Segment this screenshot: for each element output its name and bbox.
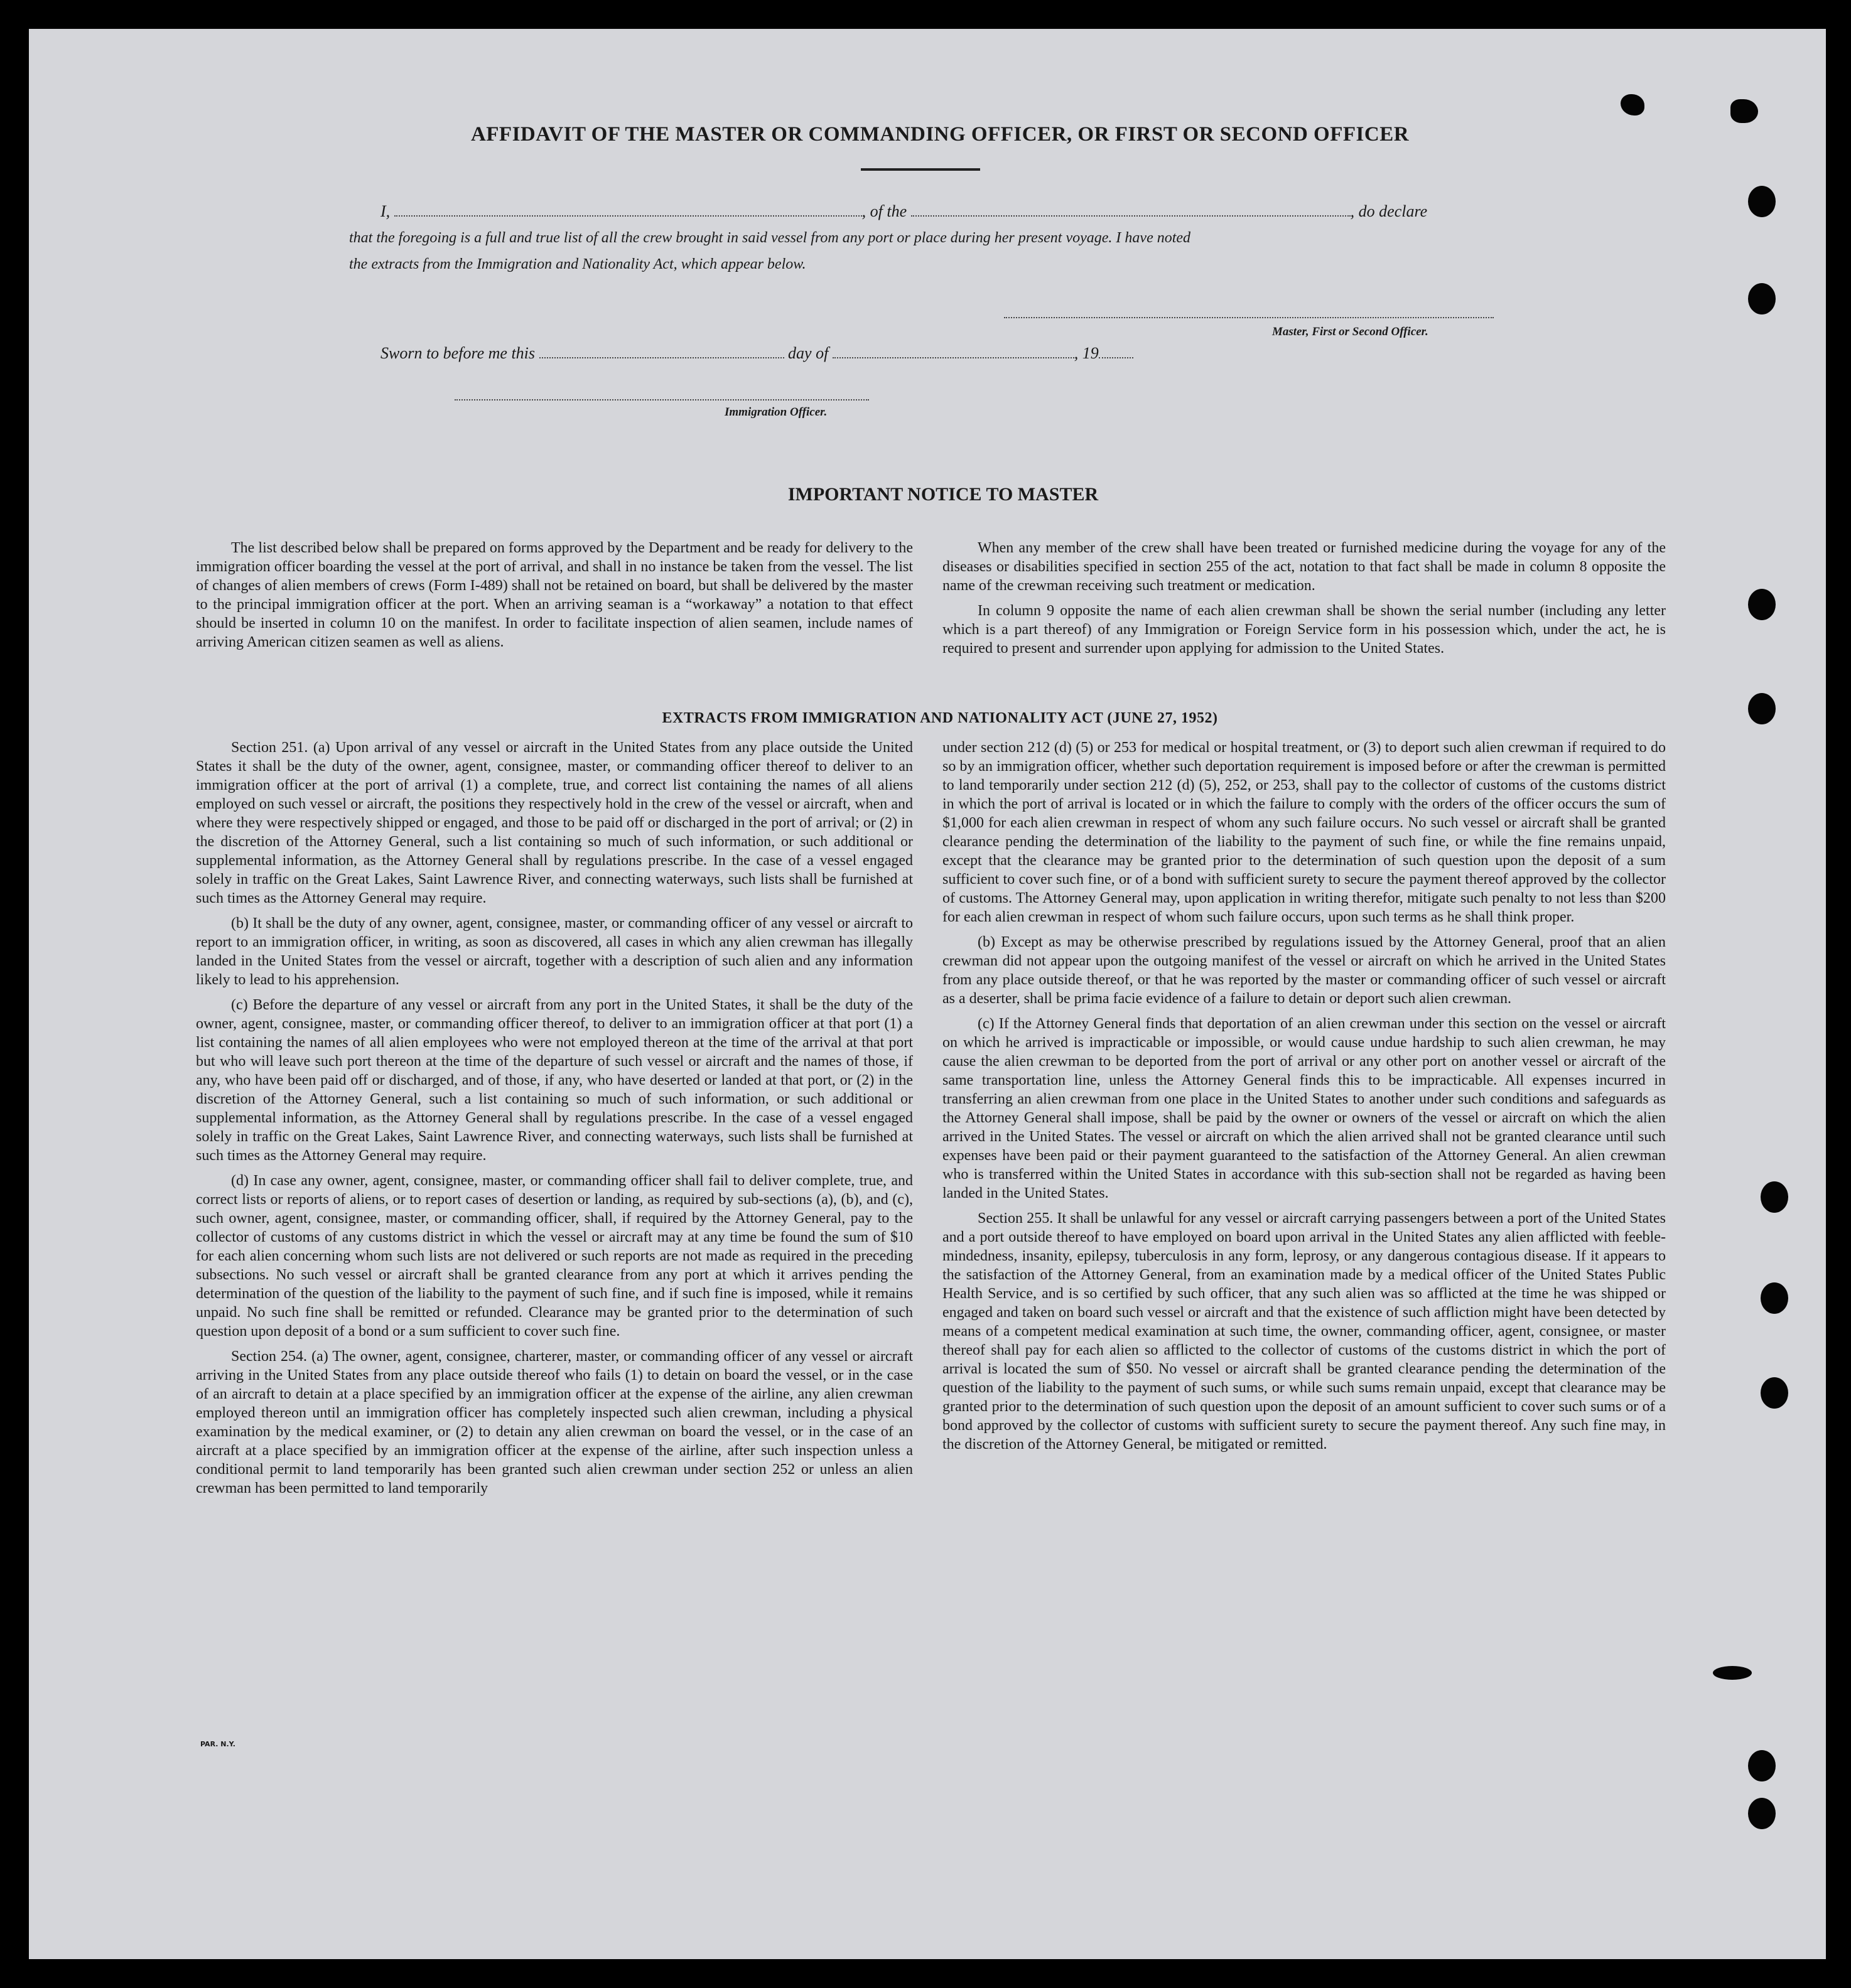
- binder-hole: [1761, 1282, 1788, 1314]
- declaration-line-1: [380, 202, 1427, 221]
- declaration-line-3: the extracts from the Immigration and Nationality Act, which appear below.: [349, 256, 806, 272]
- binder-hole: [1748, 1750, 1776, 1781]
- extracts-left-column: [196, 738, 913, 1504]
- year-label: , 19: [1074, 344, 1099, 362]
- do-declare-label: , do declare: [1350, 202, 1428, 220]
- binder-hole: [1761, 1377, 1788, 1409]
- officer-signature-label: Immigration Officer.: [725, 406, 828, 419]
- binder-hole: [1748, 283, 1776, 314]
- master-signature-label: Master, First or Second Officer.: [1272, 325, 1428, 338]
- day-of-label: day of: [788, 344, 829, 362]
- binder-hole: [1761, 1181, 1788, 1213]
- section-paragraph: Section 251. (a) Upon arrival of any vessel or aircraft in the United States from any place outside the United States it shall be the duty of the owner, agent, consignee, master, or commanding officer thereof to deliver to an immigration officer at the port of arrival (1) a complete, true, and correct list containing the names of all aliens employed on such vessel or aircraft, the positions they respectively hold in the crew of the vessel or aircraft, when and where they were respectively shipped or engaged, and those to be paid off or discharged in the port of arrival; or (2) in the discretion of the Attorney General, such a list containing so much of such information, or such additional or supplemental information, as the Attorney General shall by regulations prescribe. In the case of a vessel engaged solely in traffic on the Great Lakes, Saint Lawrence River, and connecting waterways, such lists shall be furnished at such times as the Attorney General may require.: [196, 739, 913, 906]
- extracts-right-column: [942, 738, 1666, 1460]
- section-paragraph: (c) If the Attorney General finds that deportation of an alien crewman under this section on the vessel or aircraft on which he arrived is impracticable or impossible, or would cause undue hardship to such alien crewman, he may cause the alien crewman to be deported from the port of arrival or any other port on another vessel or aircraft of the same transportation line, unless the Attorney General finds this to be impracticable. All expenses incurred in transferring an alien crewman from one place in the United States to another under such conditions and safeguards as the Attorney General shall impose, shall be paid by the owner or owners of the vessel or aircraft on which the alien arrived in the United States. The vessel or aircraft on which the alien arrived shall not be granted clearance until such expenses have been paid or their payment guaranteed to the satisfaction of the Attorney General. An alien crewman who is transferred within the United States in accordance with this sub-section shall not be regarded as having been landed in the United States.: [942, 1016, 1666, 1201]
- notice-left-column: [196, 539, 913, 658]
- section-paragraph: (b) Except as may be otherwise prescribed by regulations issued by the Attorney General, proof that an alien crewman did not appear upon the outgoing manifest of the vessel or aircraft on which he arrived in the United States from any place outside thereof, or that he was reported by the master or commanding officer of such vessel or aircraft as a deserter, shall be prima facie evidence of a failure to detain or deport such alien crewman.: [942, 934, 1666, 1007]
- affidavit-title: AFFIDAVIT OF THE MASTER OR COMMANDING OFFICER, OR FIRST OR SECOND OFFICER: [470, 123, 1410, 146]
- master-signature-line[interactable]: [1004, 317, 1494, 318]
- officer-signature-line[interactable]: [455, 399, 869, 400]
- section-paragraph: (b) It shall be the duty of any owner, agent, consignee, master, or commanding officer of any vessel or aircraft to report to an immigration officer, in writing, as soon as discovered, all cases in which any alien crewman has illegally landed in the United States from the vessel or aircraft, together with a description of such alien and any information likely to lead to his apprehension.: [196, 915, 913, 988]
- section-paragraph: (c) Before the departure of any vessel or aircraft from any port in the United States, it shall be the duty of the owner, agent, consignee, master, or commanding officer thereof, to deliver to an immigration officer at that port (1) a list containing the names of all alien employees who were not employed thereon at the time of the arrival at that port but who will leave such port thereon at the time of the departure of such vessel or aircraft and the names of those, if any, who have been paid off or discharged, and of those, if any, who have deserted or landed at that port, or (2) in the discretion of the Attorney General, such a list containing so much of such information, or such additional or supplemental information, as the Attorney General shall by regulations prescribe. In the case of a vessel engaged solely in traffic on the Great Lakes, Saint Lawrence River, and connecting waterways, such lists shall be furnished at such times as the Attorney General may require.: [196, 997, 913, 1164]
- section-paragraph: (d) In case any owner, agent, consignee, master, or commanding officer shall fail to deliver complete, true, and correct lists or reports of aliens, or to report cases of desertion or landing, as required by sub-sections (a), (b), and (c), such owner, agent, consignee, master, or commanding officer, shall, if required by the Attorney General, pay to the collector of customs of any customs district in which the vessel or aircraft may at any time be found the sum of $10 for each alien concerning whom such lists are not delivered or such reports are not made as required in the preceding subsections. No such vessel or aircraft shall be granted clearance from any port at which it arrives pending the determination of the question of the liability to the payment of such fine, and if such fine is imposed, while it remains unpaid. No such fine shall be remitted or refunded. Clearance may be granted prior to the determination of such question upon deposit of a bond or a sum sufficient to cover such fine.: [196, 1173, 913, 1340]
- binder-hole: [1748, 186, 1776, 217]
- section-paragraph: under section 212 (d) (5) or 253 for medical or hospital treatment, or (3) to deport such alien crewman if required to do so by an immigration officer, whether such deportation requirement is imposed before or after the crewman is permitted to land temporarily under section 212 (d) (5), 252, or 253, shall pay to the collector of customs of the customs district in which the port of arrival is located or in which the failure to comply with the orders of the officer occurs the sum of $1,000 for each alien crewman in respect of whom any such failure occurs. No such vessel or aircraft shall be granted clearance pending the determination of the liability to the payment of such fine, or while the fine remains unpaid, except that the clearance may be granted prior to the determination of such question upon the deposit of a sum sufficient to cover such fine, or of a bond with sufficient surety to secure the payment thereof approved by the collector of customs. The Attorney General may, upon application in writing therefor, mitigate such penalty to not less than $200 for each alien crewman in respect of whom such failure occurs, upon such terms as he shall think proper.: [942, 739, 1666, 925]
- notice-paragraph: The list described below shall be prepared on forms approved by the Department and be ready for delivery to the immigration officer boarding the vessel at the port of arrival, and shall in no instance be taken from the vessel. The list of changes of alien members of crews (Form I-489) shall not be retained on board, but shall be delivered by the master to the principal immigration officer at the port. When an arriving seaman is a “workaway” a notation to that effect should be inserted in column 10 on the manifest. In order to facilitate inspection of alien seamen, include names of arriving American citizen seamen as well as aliens.: [196, 540, 913, 650]
- sworn-year-field[interactable]: [1099, 356, 1133, 358]
- title-divider: [861, 168, 980, 171]
- vessel-field[interactable]: [911, 214, 1351, 217]
- section-paragraph: Section 255. It shall be unlawful for any vessel or aircraft carrying passengers between a port of the United States and a port outside thereof to have employed on board upon arrival in the United States any alien afflicted with feeble-mindedness, insanity, epilepsy, tuberculosis in any form, leprosy, or any dangerous contagious disease. If it appears to the satisfaction of the Attorney General, from an examination made by a medical officer of the United States Public Health Service, and is so certified by such officer, that any such alien was so afflicted at the time he was shipped or engaged and taken on board such vessel or aircraft and that the existence of such affliction might have been detected by means of a competent medical examination at such time, the owner, commanding officer, agent, consignee, or master thereof shall pay for each alien so afflicted to the collector of customs of the customs district in which the port of arrival is located the sum of $50. No vessel or aircraft shall be granted clearance pending the determination of the question of the liability to the payment of such sums, or while such sums remain unpaid, except that clearance may be granted prior to the determination of such question upon the deposit of an amount sufficient to cover such sums or of a bond approved by the collector of customs with sufficient surety to secure the payment thereof. Any such fine may, in the discretion of the Attorney General, be mitigated or remitted.: [942, 1210, 1666, 1453]
- declaration-line-2: that the foregoing is a full and true list of all the crew brought in said vessel from any port or place during her present voyage. I have noted: [349, 230, 1191, 246]
- section-paragraph: Section 254. (a) The owner, agent, consignee, charterer, master, or commanding officer of any vessel or aircraft arriving in the United States from any place outside thereof who fails (1) to detain on board the vessel, or in the case of an aircraft to detain at a place specified by an immigration officer at the expense of the airline, any alien crewman employed thereon until an immigration officer has completely inspected such alien crewman, including a physical examination by the medical examiner, or (2) to detain any alien crewman on board the vessel, or in the case of an aircraft at a place specified by an immigration officer at the expense of the airline, after such inspection unless a conditional permit to land temporarily has been granted such alien crewman under section 252 or unless an alien crewman has been permitted to land temporarily: [196, 1348, 913, 1496]
- binder-hole: [1748, 589, 1776, 620]
- notice-right-column: [942, 539, 1666, 664]
- sworn-month-field[interactable]: [833, 356, 1074, 358]
- sworn-label: Sworn to before me this: [380, 344, 536, 362]
- ink-blot: [1713, 1666, 1752, 1680]
- ink-blot: [1730, 99, 1758, 123]
- notice-paragraph: When any member of the crew shall have been treated or furnished medicine during the voyage for any of the diseases or disabilities specified in section 255 of the act, notation to that fact shall be made in column 8 opposite the name of the crewman receiving such treatment or medication.: [942, 540, 1666, 594]
- ink-blot: [1621, 94, 1644, 116]
- binder-hole: [1748, 1798, 1776, 1829]
- document-page: [29, 29, 1826, 1959]
- sworn-line: [380, 344, 1133, 363]
- sworn-day-field[interactable]: [539, 356, 784, 358]
- printer-mark: PAR. N.Y.: [200, 1740, 235, 1748]
- of-the-label: , of the: [861, 202, 907, 220]
- notice-paragraph: In column 9 opposite the name of each alien crewman shall be shown the serial number (including any letter which is a part thereof) of any Immigration or Foreign Service form in his possession which, under the act, he is required to present and surrender upon applying for admission to the United States.: [942, 603, 1666, 657]
- name-field[interactable]: [394, 214, 862, 217]
- notice-title: IMPORTANT NOTICE TO MASTER: [787, 484, 1099, 505]
- i-label: I,: [380, 202, 391, 220]
- extracts-title: EXTRACTS FROM IMMIGRATION AND NATIONALITY ACT (JUNE 27, 1952): [662, 710, 1218, 726]
